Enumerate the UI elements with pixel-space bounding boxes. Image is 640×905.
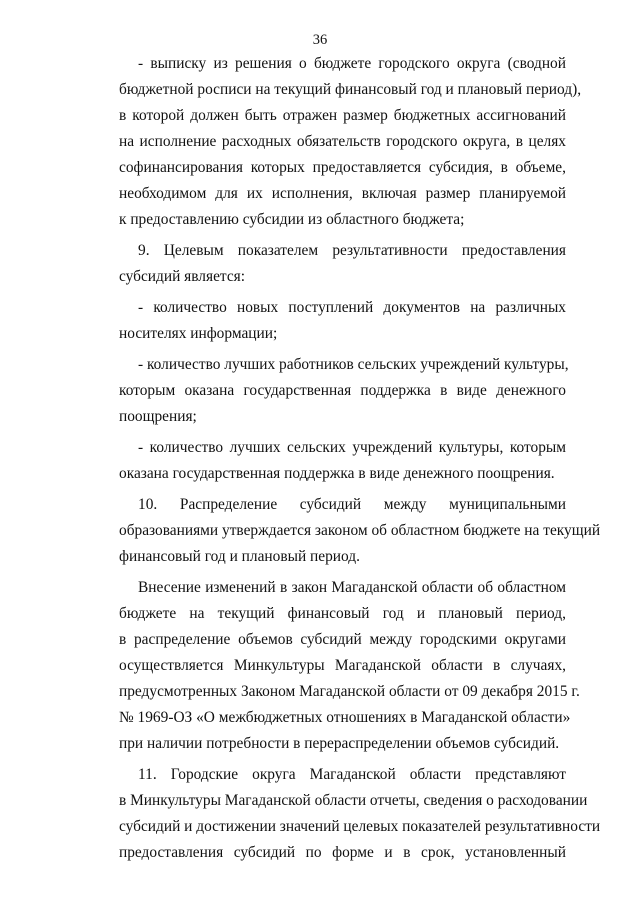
text-line: в которой должен быть отражен размер бюджетных ассигнований — [119, 107, 566, 124]
text-line: к предоставлению субсидии из областного бюджета; — [119, 211, 465, 228]
paragraph — [119, 492, 601, 570]
text-line: № 1969-ОЗ «О межбюджетных отношениях в Магаданской области» — [119, 709, 571, 726]
paragraph — [119, 51, 582, 233]
text-line: субсидий является: — [119, 268, 246, 285]
paragraph — [119, 295, 566, 347]
text-line: необходимом для их исполнения, включая размер планируемой — [119, 185, 566, 202]
text-line: - количество лучших работников сельских учреждений культуры, — [138, 356, 569, 373]
paragraph — [119, 762, 601, 866]
text-line: предоставления субсидий по форме и в срок, установленный — [119, 844, 566, 861]
text-line: - выписку из решения о бюджете городского округа (сводной — [138, 55, 566, 72]
text-line: 11. Городские округа Магаданской области представляют — [138, 766, 566, 783]
text-line: при наличии потребности в перераспределении объемов субсидий. — [119, 735, 560, 752]
text-line: бюджетной росписи на текущий финансовый год и плановый период), — [119, 81, 582, 98]
text-line: образованиями утверждается законом об областном бюджете на текущий — [119, 522, 601, 539]
text-line: носителях информации; — [119, 325, 278, 342]
text-line: - количество лучших сельских учреждений культуры, которым — [138, 439, 566, 456]
paragraph — [119, 238, 566, 290]
text-line: финансовый год и плановый период. — [119, 548, 360, 565]
text-line: бюджете на текущий финансовый год и плановый период, — [119, 605, 566, 622]
text-line: поощрения; — [119, 408, 197, 425]
text-line: - количество новых поступлений документов на различных — [138, 299, 566, 316]
text-line: Внесение изменений в закон Магаданской области об областном — [138, 579, 566, 596]
text-line: предусмотренных Законом Магаданской области от 09 декабря 2015 г. — [119, 683, 580, 700]
text-line: субсидий и достижении значений целевых показателей результативности — [119, 818, 601, 835]
paragraph — [119, 575, 580, 757]
paragraph — [119, 435, 566, 487]
text-line: 9. Целевым показателем результативности предоставления — [138, 242, 566, 259]
text-line: в Минкультуры Магаданской области отчеты, сведения о расходовании — [119, 792, 588, 809]
document-body — [119, 51, 601, 866]
text-line: софинансирования которых предоставляется субсидия, в объеме, — [119, 159, 566, 176]
paragraph — [119, 352, 569, 430]
text-line: оказана государственная поддержка в виде денежного поощрения. — [119, 465, 555, 482]
text-line: которым оказана государственная поддержка в виде денежного — [119, 382, 566, 399]
text-line: на исполнение расходных обязательств городского округа, в целях — [119, 133, 566, 150]
text-line: в распределение объемов субсидий между городскими округами — [119, 631, 566, 648]
text-line: осуществляется Минкультуры Магаданской области в случаях, — [119, 657, 566, 674]
text-line: 10. Распределение субсидий между муниципальными — [138, 496, 566, 513]
page-number: 36 — [312, 32, 328, 48]
